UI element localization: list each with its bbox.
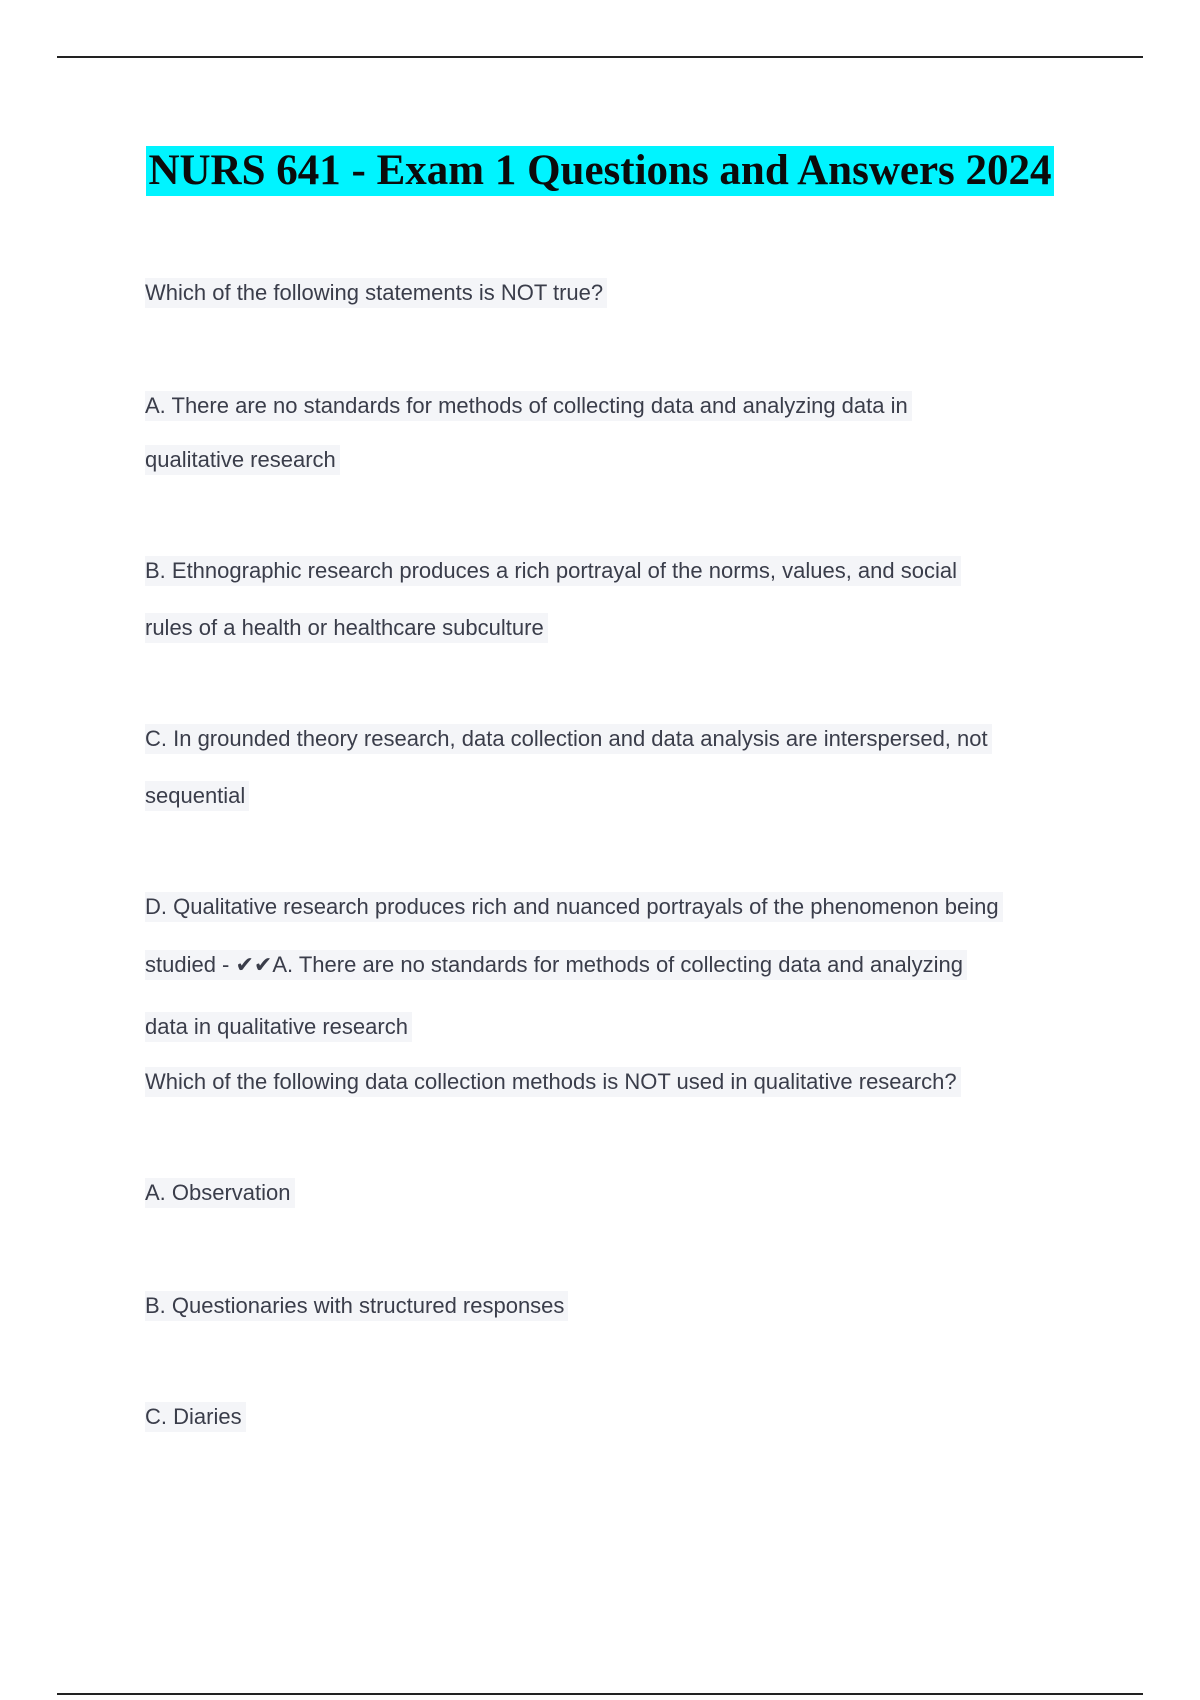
title-container (0, 146, 1200, 196)
q1-option-b-line2: rules of a health or healthcare subculture (145, 613, 548, 643)
bottom-rule (57, 1693, 1143, 1695)
q1-option-b-line1: B. Ethnographic research produces a rich portrayal of the norms, values, and social (145, 556, 961, 586)
q1-option-d-line1: D. Qualitative research produces rich and nuanced portrayals of the phenomenon being (145, 892, 1003, 922)
q1-question: Which of the following statements is NOT true? (145, 278, 607, 308)
q1-option-d-line3: data in qualitative research (145, 1012, 412, 1042)
q1-option-a-line2: qualitative research (145, 445, 340, 475)
q1-option-c-line1: C. In grounded theory research, data collection and data analysis are interspersed, not (145, 724, 992, 754)
document-title: NURS 641 - Exam 1 Questions and Answers 2024 (148, 147, 1052, 194)
q2-question: Which of the following data collection methods is NOT used in qualitative research? (145, 1067, 961, 1097)
top-rule (57, 56, 1143, 58)
q2-option-c: C. Diaries (145, 1402, 246, 1432)
q1-option-c-line2: sequential (145, 781, 249, 811)
q2-option-a: A. Observation (145, 1178, 295, 1208)
q1-option-a-line1: A. There are no standards for methods of collecting data and analyzing data in (145, 391, 912, 421)
q2-option-b: B. Questionaries with structured responses (145, 1291, 568, 1321)
q1-option-d-line2: studied - ✔✔A. There are no standards for methods of collecting data and analyzing (145, 950, 967, 980)
